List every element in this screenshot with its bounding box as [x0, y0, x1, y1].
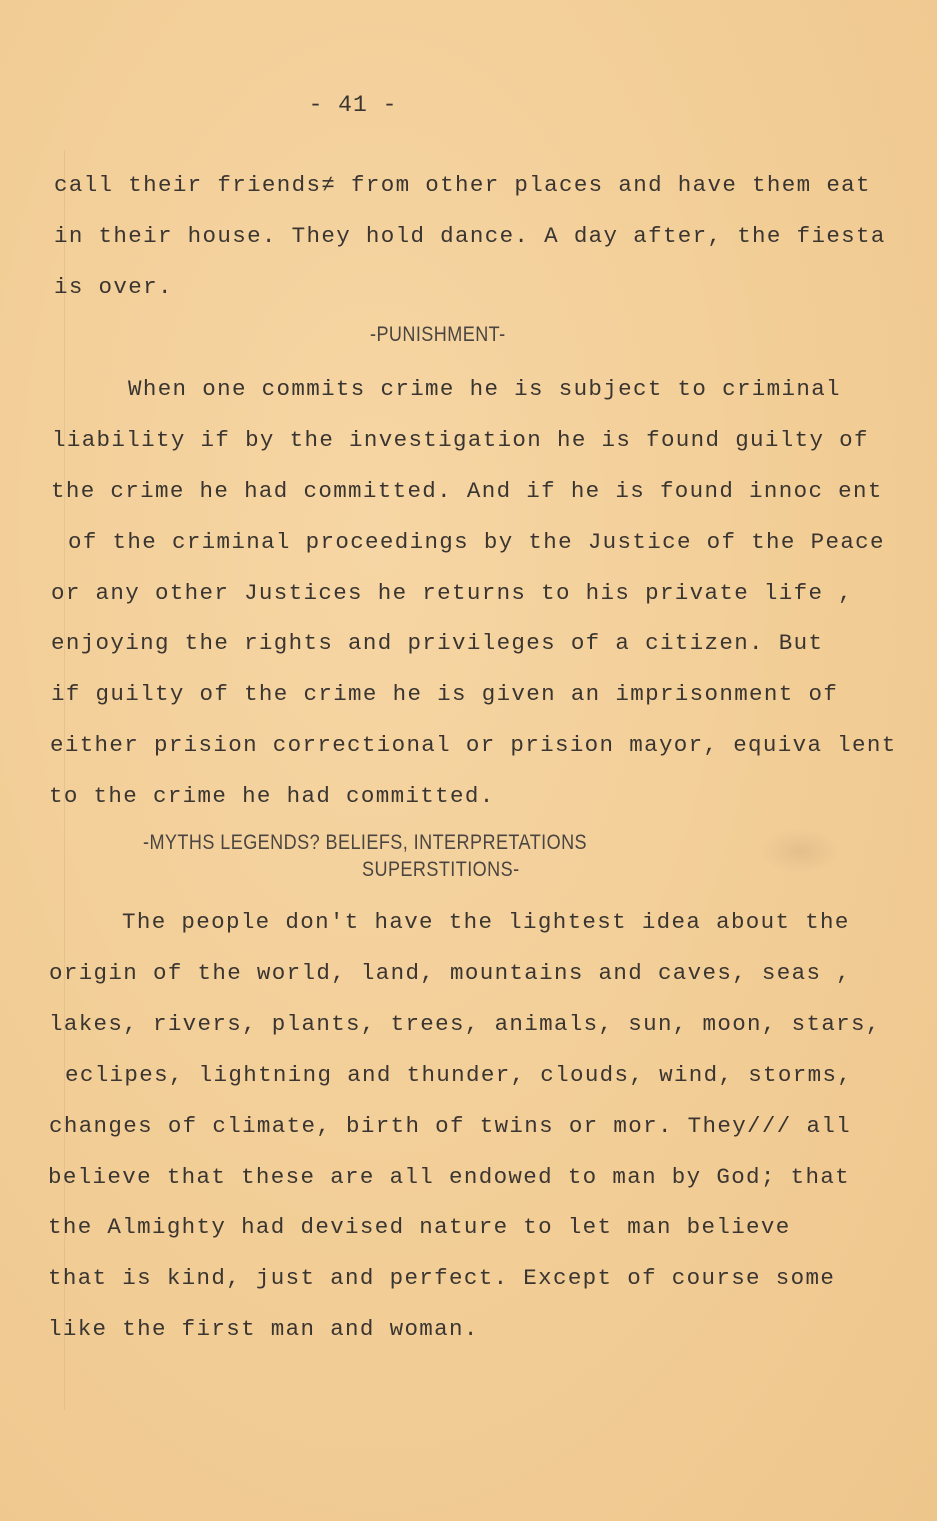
- ink-smudge: [760, 828, 840, 874]
- section-heading-punishment: -PUNISHMENT-: [370, 323, 506, 346]
- text-line: call their friends≠ from other places and have them eat: [54, 172, 871, 198]
- section-heading-myths: -MYTHS LEGENDS? BELIEFS, INTERPRETATIONS: [143, 831, 588, 854]
- text-line: lakes, rivers, plants, trees, animals, sun, moon, stars,: [49, 1011, 881, 1037]
- text-line: When one commits crime he is subject to criminal: [128, 376, 841, 402]
- text-line: or any other Justices he returns to his private life ,: [51, 580, 854, 606]
- text-line: if guilty of the crime he is given an imprisonment of: [51, 681, 839, 707]
- text-line: of the criminal proceedings by the Justice of the Peace: [68, 529, 885, 555]
- text-line: changes of climate, birth of twins or mor. They/// all: [49, 1113, 852, 1139]
- text-line: the Almighty had devised nature to let man believe: [48, 1214, 791, 1240]
- text-line: either prision correctional or prision mayor, equiva lent: [50, 732, 897, 758]
- text-line: origin of the world, land, mountains and caves, seas ,: [49, 960, 852, 986]
- text-line: to the crime he had committed.: [49, 783, 495, 809]
- text-line: The people don't have the lightest idea about the: [122, 909, 850, 935]
- text-line: like the first man and woman.: [48, 1316, 479, 1342]
- text-line: eclipes, lightning and thunder, clouds, wind, storms,: [65, 1062, 853, 1088]
- text-line: believe that these are all endowed to man by God; that: [48, 1164, 851, 1190]
- text-line: in their house. They hold dance. A day after, the fiesta: [54, 223, 886, 249]
- page-number: - 41 -: [308, 92, 398, 118]
- text-line: that is kind, just and perfect. Except of course some: [48, 1265, 836, 1291]
- text-line: liability if by the investigation he is found guilty of: [52, 427, 869, 453]
- text-line: is over.: [54, 274, 173, 300]
- text-line: the crime he had committed. And if he is found innoc ent: [51, 478, 883, 504]
- section-heading-superstitions: SUPERSTITIONS-: [362, 858, 520, 881]
- text-line: enjoying the rights and privileges of a citizen. But: [51, 630, 824, 656]
